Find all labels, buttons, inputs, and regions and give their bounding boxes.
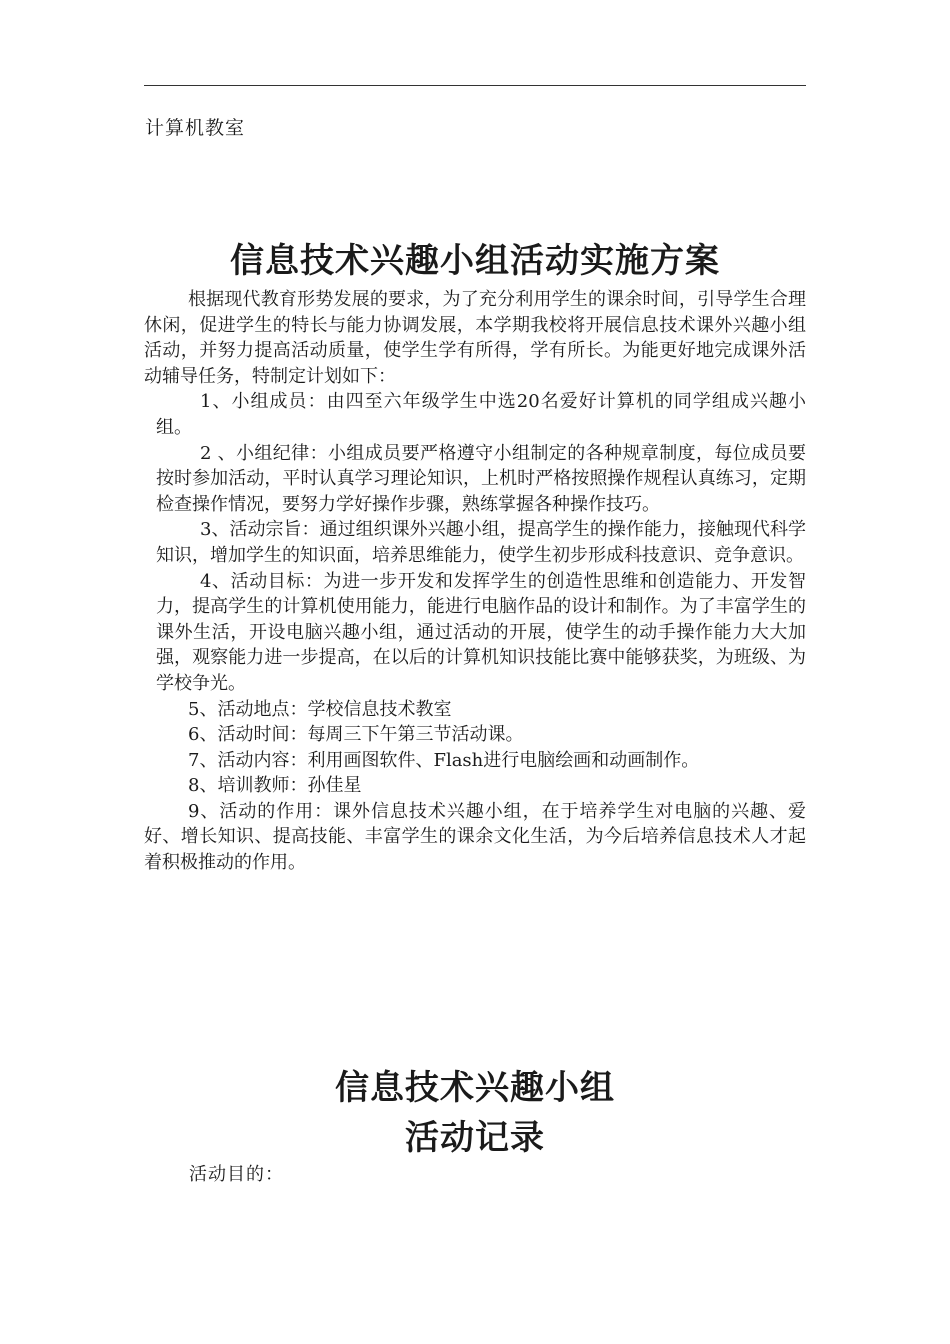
plan-intro: 根据现代教育形势发展的要求，为了充分利用学生的课余时间，引导学生合理休闲，促进学生的特长与能力协调发展，本学期我校将开展信息技术课外兴趣小组活动，并努力提高活动质量，使学生学有所得，学有所长。为能更好地完成课外活动辅导任务，特制定计划如下： — [144, 289, 806, 387]
header-label: 计算机教室 — [145, 117, 246, 139]
plan-body — [144, 287, 806, 876]
plan-item-goal: 4、活动目标：为进一步开发和发挥学生的创造性思维和创造能力、开发智力，提高学生的计算机使用能力，能进行电脑作品的设计和制作。为了丰富学生的课外生活，开设电脑兴趣小组，通过活动的开展，使学生的动手操作能力大大加强，观察能力进一步提高，在以后的计算机知识技能比赛中能够获奖，为班级、为学校争光。 — [156, 570, 806, 694]
record-title-line2: 活动记录 — [405, 1118, 545, 1158]
plan-item-content: 7、活动内容：利用画图软件、Flash进行电脑绘画和动画制作。 — [188, 749, 700, 771]
header-rule — [144, 85, 806, 86]
record-title-line1: 信息技术兴趣小组 — [335, 1068, 615, 1108]
record-purpose-label: 活动目的： — [189, 1164, 284, 1185]
plan-item-purpose: 3、活动宗旨：通过组织课外兴趣小组，提高学生的操作能力，接触现代科学知识，增加学生的知识面，培养思维能力，使学生初步形成科技意识、竞争意识。 — [156, 519, 806, 566]
plan-item-effect: 9、活动的作用：课外信息技术兴趣小组，在于培养学生对电脑的兴趣、爱好、增长知识、提高技能、丰富学生的课余文化生活，为今后培养信息技术人才起着积极推动的作用。 — [144, 800, 806, 874]
plan-item-members: 1、小组成员：由四至六年级学生中选20名爱好计算机的同学组成兴趣小组。 — [156, 391, 806, 438]
plan-item-location: 5、活动地点：学校信息技术教室 — [188, 698, 452, 720]
plan-item-discipline: 2 、小组纪律：小组成员要严格遵守小组制定的各种规章制度，每位成员要按时参加活动，平时认真学习理论知识，上机时严格按照操作规程认真练习，定期检查操作情况，要努力学好操作步骤，熟练掌握各种操作技巧。 — [156, 442, 806, 515]
record-title — [144, 1063, 806, 1163]
plan-item-time: 6、活动时间：每周三下午第三节活动课。 — [188, 724, 524, 746]
plan-item-teacher: 8、培训教师：孙佳星 — [188, 775, 362, 797]
plan-title: 信息技术兴趣小组活动实施方案 — [230, 241, 720, 281]
